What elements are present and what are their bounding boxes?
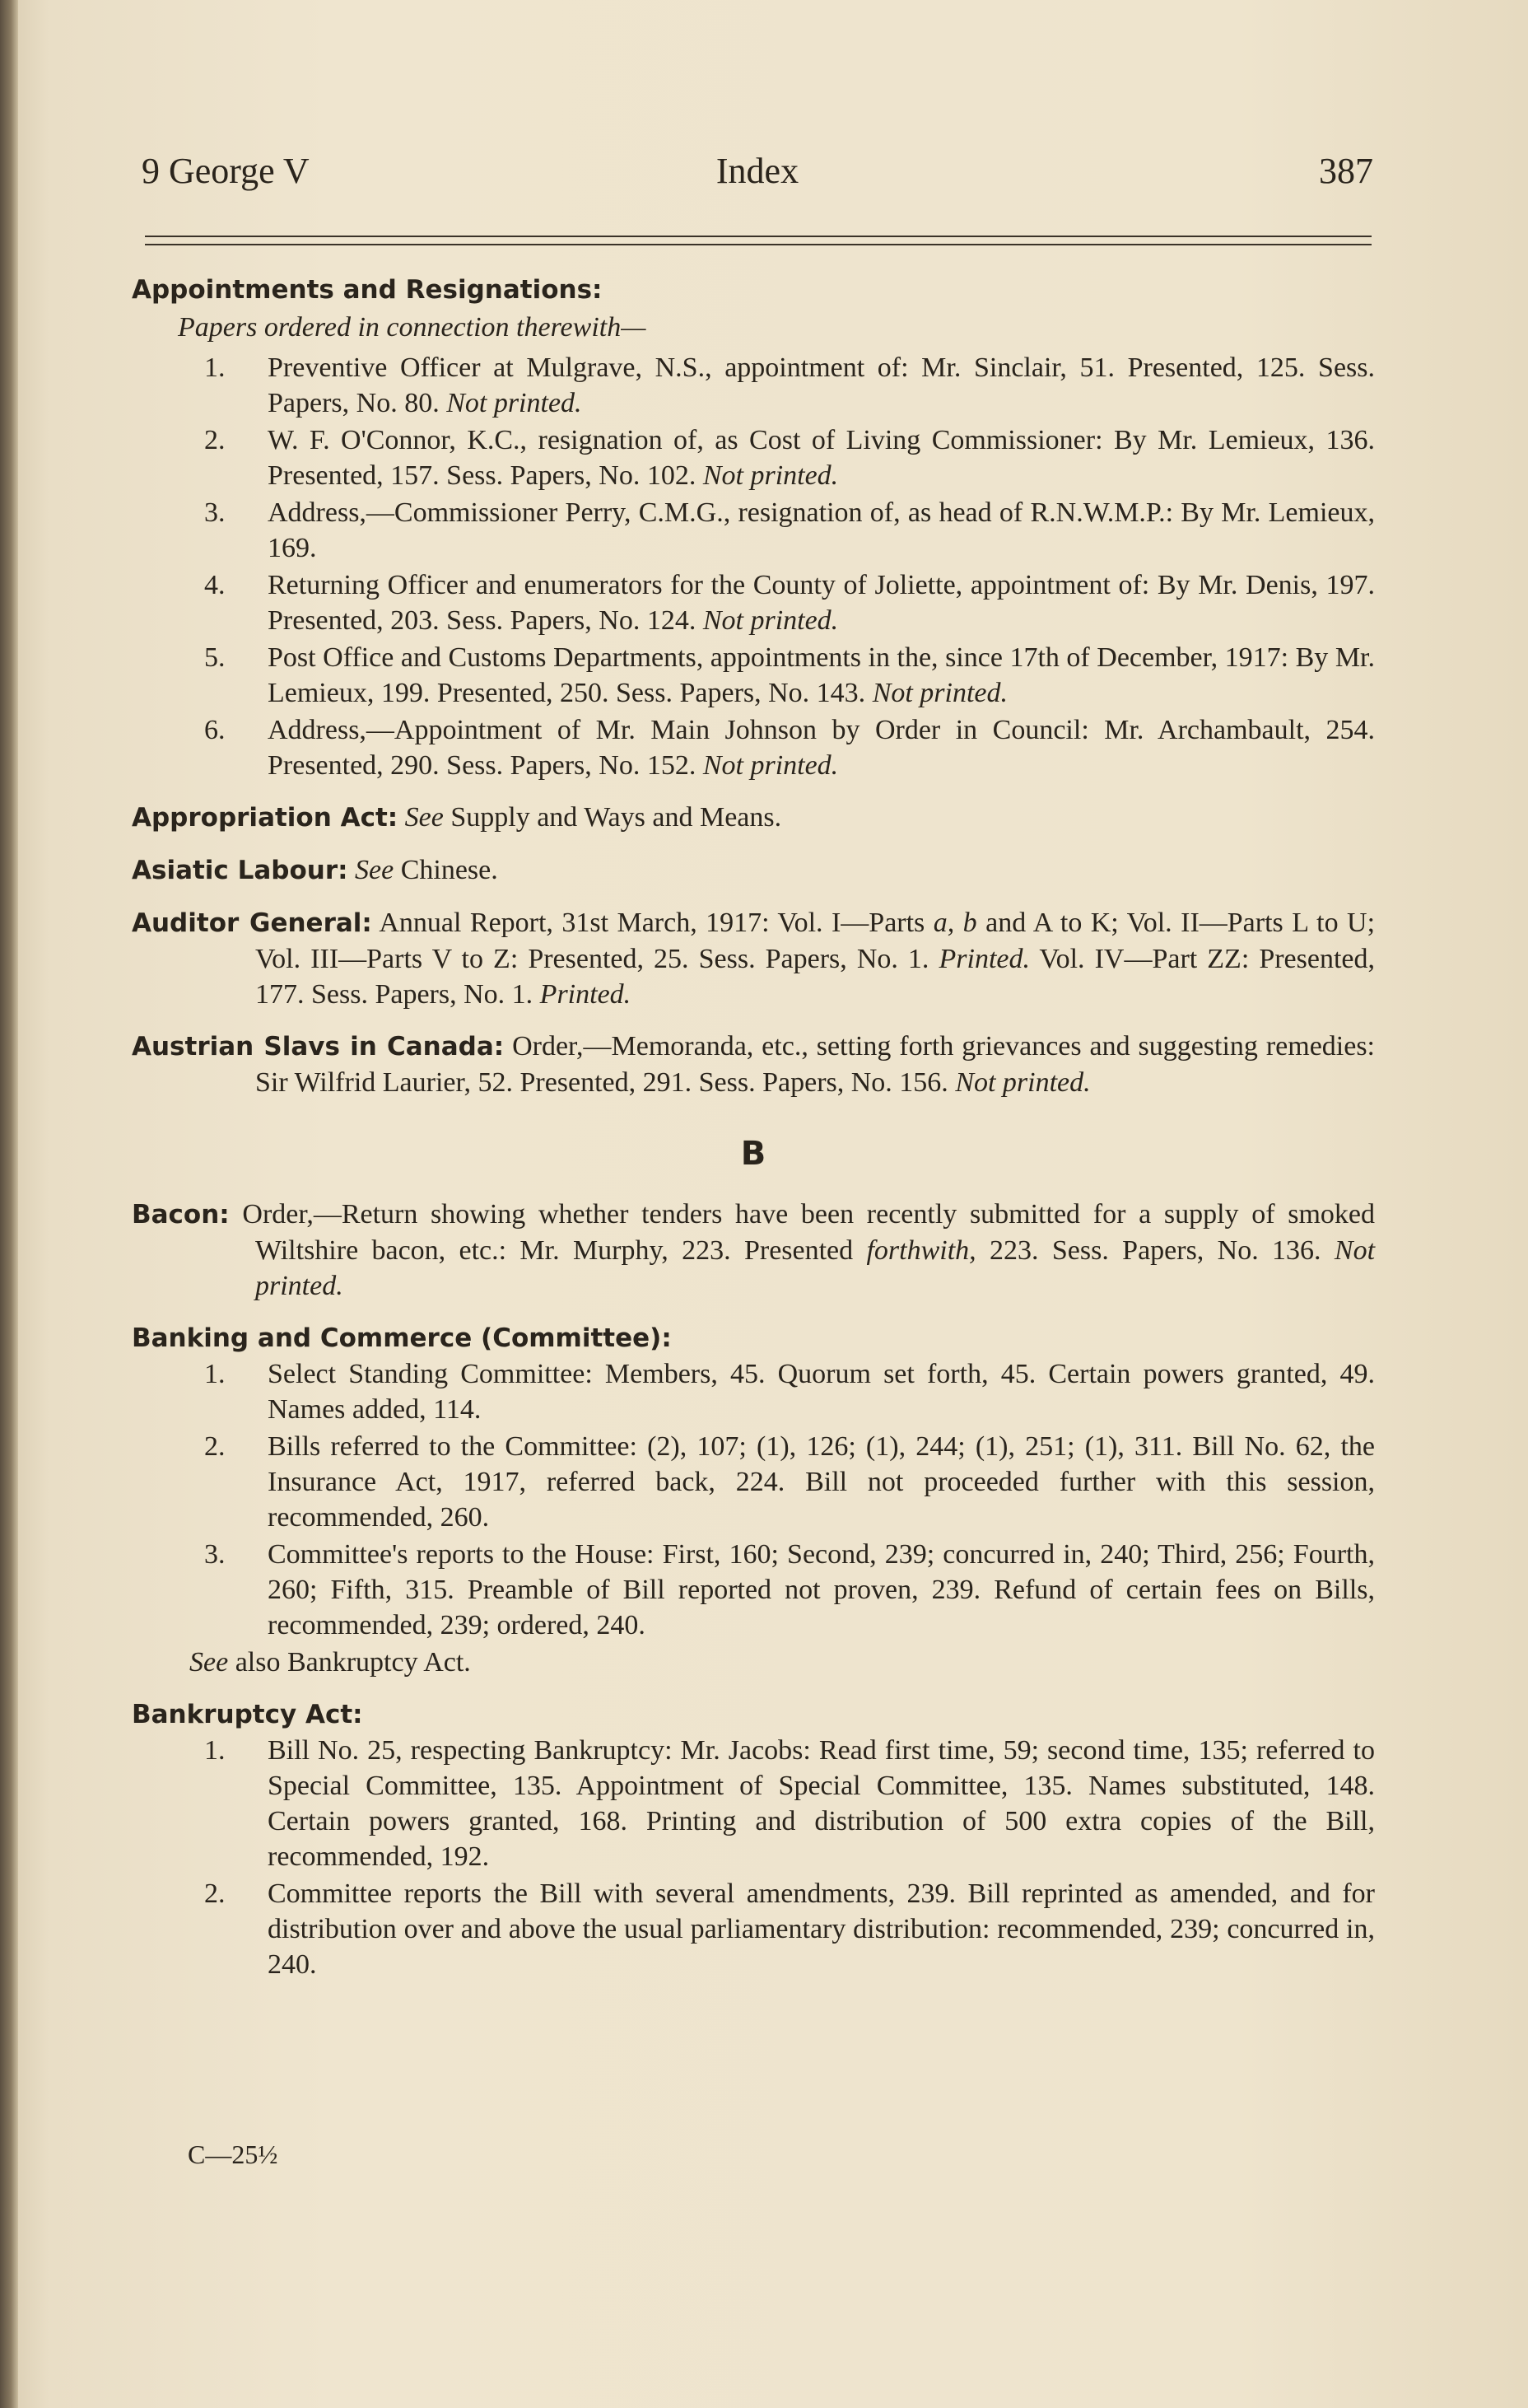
list-item: [132, 1429, 1375, 1535]
see-also-reference: [132, 1645, 1375, 1680]
list-item: [132, 422, 1375, 493]
item-text: Bill No. 25, respecting Bankruptcy: Mr. Jacobs: Read first time, 59; second time, 135; referred to Special Committee, 135. Appointment of Special Committee, 135. Names substituted, 148. Certain powers granted, 168. Printing and distribution of 500 extra copies of the Bill, recommended, 192.: [268, 1735, 1375, 1872]
item-text: Post Office and Customs Departments, appointments in the, since 17th of December, 1917: By Mr. Lemieux, 199. Presented, 250. Sess. Papers, No. 143.: [268, 642, 1375, 708]
entry-heading: Auditor General:: [132, 908, 372, 938]
entry-items: [132, 1356, 1375, 1643]
index-entry-auditor-general: [132, 905, 1375, 1012]
header-rule-top: [145, 236, 1372, 237]
item-text: Committee reports the Bill with several amendments, 239. Bill reprinted as amended, and for distribution over and above the usual parliamentary distribution: recommended, 239; concurred in, 240.: [268, 1878, 1375, 1980]
item-number: 1.: [204, 1359, 226, 1389]
item-number: 2.: [204, 1431, 226, 1462]
item-note: Not printed.: [872, 678, 1009, 708]
entry-text: and A to K; Vol. II—Parts L to U; Vol. III—Parts V to Z: Presented, 25. Sess. Papers, No. 1.: [255, 908, 1376, 974]
index-content: [132, 272, 1375, 1984]
list-item: [132, 712, 1375, 783]
entry-heading: Bankruptcy Act:: [132, 1700, 363, 1729]
entry-text: Order,—Memoranda, etc., setting forth grievances and suggesting remedies: Sir Wilfrid Laurier, 52. Presented, 291. Sess. Papers, No. 156.: [255, 1031, 1375, 1098]
page-number: 387: [1319, 151, 1373, 191]
item-number: 3.: [204, 1539, 226, 1570]
section-letter: B: [740, 1135, 766, 1173]
book-spine-shadow: [0, 0, 18, 2408]
page-header: [142, 150, 1373, 208]
item-text: Committee's reports to the House: First, 160; Second, 239; concurred in, 240; Third, 256; Fourth, 260; Fifth, 315. Preamble of Bill reported not proven, 239. Refund of certain fees on Bills, recommended, 239; ordered, 240.: [268, 1539, 1375, 1640]
entry-note: Printed.: [539, 979, 631, 1010]
item-number: 1.: [204, 1735, 226, 1766]
item-number: 4.: [204, 570, 226, 600]
item-note: Not printed.: [702, 460, 839, 491]
index-entry-bankruptcy-act: [132, 1696, 1375, 1733]
header-rule-bottom: [145, 244, 1372, 245]
list-item: [132, 1537, 1375, 1643]
list-item: [132, 640, 1375, 711]
item-note: Not printed.: [702, 750, 839, 781]
entry-heading: Asiatic Labour:: [132, 856, 348, 885]
entry-heading: Appointments and Resignations:: [132, 275, 603, 305]
item-text: Select Standing Committee: Members, 45. Quorum set forth, 45. Certain powers granted, 49. Names added, 114.: [268, 1359, 1375, 1425]
item-text: W. F. O'Connor, K.C., resignation of, as Cost of Living Commissioner: By Mr. Lemieux, 136. Presented, 157. Sess. Papers, No. 102.: [268, 425, 1375, 491]
list-item: [132, 1876, 1375, 1982]
item-number: 3.: [204, 497, 226, 528]
see-reference: See: [189, 1647, 229, 1678]
index-entry-banking-commerce: [132, 1320, 1375, 1356]
index-entry-asiatic-labour: [132, 852, 1375, 889]
entry-text: Supply and Ways and Means.: [450, 802, 782, 833]
index-entry-appointments: [132, 272, 1375, 308]
item-number: 2.: [204, 425, 226, 455]
list-item: [132, 567, 1375, 638]
entry-heading: Austrian Slavs in Canada:: [132, 1032, 505, 1062]
list-item: [132, 350, 1375, 421]
item-number: 1.: [204, 352, 226, 383]
header-title: Index: [715, 151, 799, 191]
entry-note: Not printed.: [255, 1235, 1376, 1301]
item-number: 6.: [204, 715, 226, 745]
item-text: Preventive Officer at Mulgrave, N.S., appointment of: Mr. Sinclair, 51. Presented, 125. Sess. Papers, No. 80.: [268, 352, 1375, 418]
entry-italic: a, b: [933, 908, 977, 938]
signature-mark: C—25½: [188, 2140, 278, 2169]
item-note: Not printed.: [446, 388, 582, 418]
entry-heading: Appropriation Act:: [132, 803, 398, 833]
header-reign: 9 George V: [142, 151, 310, 191]
entry-text: Chinese.: [400, 855, 498, 885]
entry-heading: Bacon:: [132, 1200, 230, 1230]
entry-note: Not printed.: [955, 1067, 1091, 1098]
item-text: Address,—Commissioner Perry, C.M.G., resignation of, as head of R.N.W.M.P.: By Mr. Lemieux, 169.: [268, 497, 1375, 563]
see-reference: See: [355, 855, 394, 885]
entry-items: [132, 1733, 1375, 1982]
index-entry-appropriation-act: [132, 800, 1375, 836]
item-number: 2.: [204, 1878, 226, 1909]
item-number: 5.: [204, 642, 226, 673]
item-text: Address,—Appointment of Mr. Main Johnson by Order in Council: Mr. Archambault, 254. Presented, 290. Sess. Papers, No. 152.: [268, 715, 1375, 781]
entry-text: Vol. IV—Part ZZ: Presented, 177. Sess. Papers, No. 1.: [255, 944, 1376, 1010]
see-reference: See: [404, 802, 444, 833]
see-also-text: also Bankruptcy Act.: [235, 1647, 471, 1678]
entry-text: Order,—Return showing whether tenders have been recently submitted for a supply of smoked Wiltshire bacon, etc.: Mr. Murphy, 223. Presented: [242, 1199, 1376, 1266]
item-text: Bills referred to the Committee: (2), 107; (1), 126; (1), 244; (1), 251; (1), 311. Bill No. 62, the Insurance Act, 1917, referred back, 224. Bill not proceeded further with this session, recommended, 260.: [268, 1431, 1375, 1533]
list-item: [132, 1733, 1375, 1874]
entry-italic: forthwith,: [866, 1235, 976, 1266]
index-entry-bacon: [132, 1197, 1375, 1304]
entry-subheading: Papers ordered in connection therewith—: [178, 312, 646, 343]
list-item: [132, 495, 1375, 566]
entry-note: Printed.: [939, 944, 1030, 974]
entry-heading: Banking and Commerce (Committee):: [132, 1323, 672, 1353]
entry-text: Annual Report, 31st March, 1917: Vol. I—Parts: [379, 908, 925, 938]
entry-items: [132, 350, 1375, 783]
list-item: [132, 1356, 1375, 1427]
index-entry-austrian-slavs: [132, 1029, 1375, 1100]
entry-text: 223. Sess. Papers, No. 136.: [990, 1235, 1321, 1266]
item-text: Returning Officer and enumerators for the County of Joliette, appointment of: By Mr. Denis, 197. Presented, 203. Sess. Papers, No. 124.: [268, 570, 1375, 636]
item-note: Not printed.: [702, 605, 839, 636]
